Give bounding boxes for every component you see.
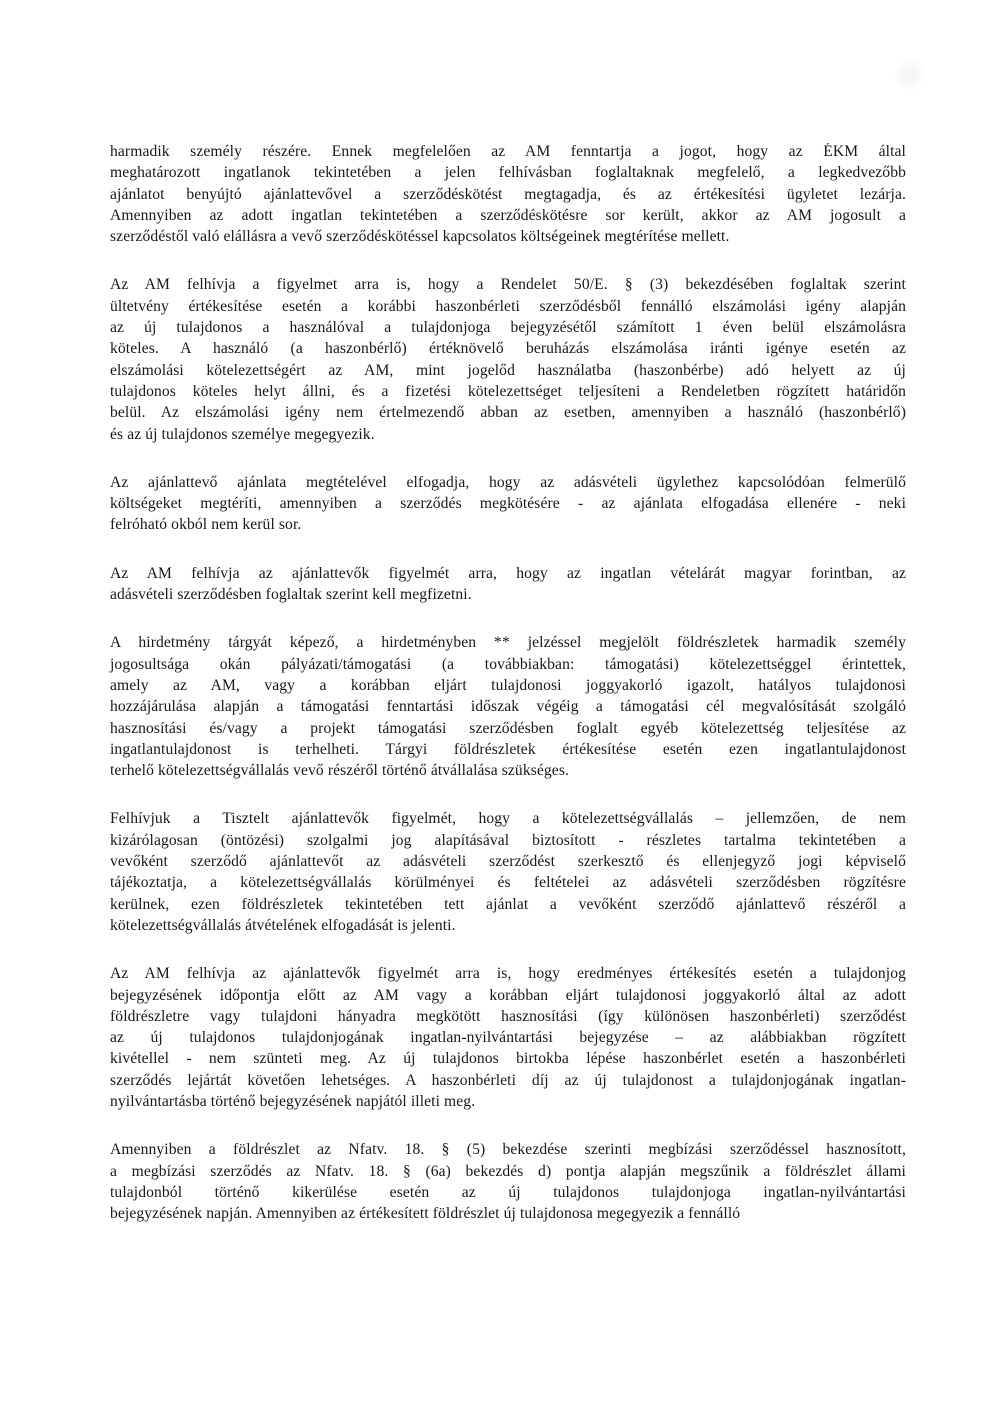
text-line: és az új tulajdonos személye megegyezik. xyxy=(110,425,375,443)
text-line: szerződéstől való elállásra a vevő szerződéskötéssel kapcsolatos költségeinek megtérítése mellett. xyxy=(110,228,730,246)
text-line: tájékoztatja, a kötelezettségvállalás körülményei és feltételei az adásvételi szerződésben rögzítésre xyxy=(110,874,906,892)
text-line: jogosultsága okán pályázati/támogatási (a továbbiakban: támogatási) kötelezettséggel érintettek, xyxy=(110,655,906,673)
text-line: földrészletre vagy tulajdoni hányadra megkötött hasznosítási (így különösen haszonbérleti) szerződést xyxy=(110,1007,906,1025)
text-line: hozzájárulása alapján a támogatási fenntartási időszak végéig a támogatási cél megvalósítását szolgáló xyxy=(110,698,906,716)
scan-smudge-artifact xyxy=(893,58,927,92)
paragraph xyxy=(110,1139,906,1224)
text-line: ajánlatot benyújtó ajánlattevővel a szerződéskötést megtagadja, és az értékesítési ügyletet lezárja. xyxy=(110,185,906,203)
text-line: kivétellel - nem szünteti meg. Az új tulajdonos birtokba lépése haszonbérlet esetén a haszonbérleti xyxy=(110,1050,906,1068)
text-line: meghatározott ingatlanok tekintetében a jelen felhívásban foglaltaknak megfelelő, a legkedvezőbb xyxy=(110,164,906,182)
paragraph xyxy=(110,963,906,1112)
text-line: bejegyzésének napján. Amennyiben az értékesített földrészlet új tulajdonosa megegyezik a fennálló xyxy=(110,1205,741,1223)
text-line: nyilvántartásba történő bejegyzésének napjától illeti meg. xyxy=(110,1092,476,1110)
text-line: A hirdetmény tárgyát képező, a hirdetményben ** jelzéssel megjelölt földrészletek harmadik személy xyxy=(110,634,906,652)
text-line: Amennyiben a földrészlet az Nfatv. 18. § (5) bekezdése szerinti megbízási szerződéssel hasznosított, xyxy=(110,1141,906,1159)
text-line: vevőként szerződő ajánlattevőt az adásvételi szerződést szerkesztő és ellenjegyző jogi képviselő xyxy=(110,853,906,871)
text-line: adásvételi szerződésben foglaltak szerint kell megfizetni. xyxy=(110,586,472,604)
paragraph xyxy=(110,274,906,444)
text-line: elszámolási kötelezettségért az AM, mint jogelőd használatba (haszonbérbe) adó helyett az új xyxy=(110,361,906,379)
text-line: ültetvény értékesítése esetén a korábbi haszonbérleti szerződésből fennálló elszámolási igény alapján xyxy=(110,297,906,315)
paragraph xyxy=(110,563,906,606)
text-line: terhelő kötelezettségvállalás vevő részéről történő átvállalása szükséges. xyxy=(110,762,569,780)
paragraph xyxy=(110,808,906,936)
text-line: a megbízási szerződés az Nfatv. 18. § (6a) bekezdés d) pontja alapján megszűnik a földrészlet állami xyxy=(110,1162,906,1180)
text-line: kerülnek, ezen földrészletek tekintetében tett ajánlat a vevőként szerződő ajánlattevő részéről a xyxy=(110,895,906,913)
text-line: belül. Az elszámolási igény nem értelmezendő abban az esetben, amennyiben a használó (haszonbérlő) xyxy=(110,404,906,422)
text-line: hasznosítási és/vagy a projekt támogatási szerződésben foglalt egyéb kötelezettség teljesítése az xyxy=(110,719,906,737)
text-line: az új tulajdonos tulajdonjogának ingatlan-nyilvántartási bejegyzése – az alábbiakban rögzített xyxy=(110,1029,906,1047)
paragraph xyxy=(110,141,906,247)
text-line: Az AM felhívja az ajánlattevők figyelmét arra is, hogy eredményes értékesítés esetén a tulajdonjog xyxy=(110,965,906,983)
text-line: Az AM felhívja a figyelmet arra is, hogy a Rendelet 50/E. § (3) bekezdésében foglaltak szerint xyxy=(110,276,906,294)
text-line: Felhívjuk a Tisztelt ajánlattevők figyelmét, hogy a kötelezettségvállalás – jellemzően, de nem xyxy=(110,810,906,828)
text-line: szerződés lejártát követően lehetséges. A haszonbérleti díj az új tulajdonost a tulajdonjogának ingatlan- xyxy=(110,1071,906,1089)
text-line: ingatlantulajdonost is terhelheti. Tárgyi földrészletek értékesítése esetén ezen ingatlantulajdonost xyxy=(110,740,906,758)
text-line: az új tulajdonos a használóval a tulajdonjoga bejegyzésétől számított 1 éven belül elszámolásra xyxy=(110,319,906,337)
text-line: harmadik személy részére. Ennek megfelelően az AM fenntartja a jogot, hogy az ÉKM által xyxy=(110,143,906,160)
paragraph xyxy=(110,632,906,781)
text-line: bejegyzésének időpontja előtt az AM vagy a korábban eljárt tulajdonosi joggyakorló által az adott xyxy=(110,986,906,1004)
text-line: tulajdonos köteles helyt állni, és a fizetési kötelezettséget teljesíteni a Rendeletben rögzített határidőn xyxy=(110,382,906,400)
text-line: költségeket megtéríti, amennyiben a szerződés megkötésére - az ajánlata elfogadása ellenére - neki xyxy=(110,495,906,513)
text-line: tulajdonból történő kikerülése esetén az új tulajdonos tulajdonjoga ingatlan-nyilvántartási xyxy=(110,1183,906,1201)
text-line: amely az AM, vagy a korábban eljárt tulajdonosi joggyakorló igazolt, hatályos tulajdonosi xyxy=(110,676,906,694)
text-line: köteles. A használó (a haszonbérlő) értéknövelő beruházás elszámolása iránti igénye esetén az xyxy=(110,340,906,358)
text-line: Az AM felhívja az ajánlattevők figyelmét arra, hogy az ingatlan vételárát magyar forintban, az xyxy=(110,564,906,582)
paragraph xyxy=(110,472,906,536)
text-line: Az ajánlattevő ajánlata megtételével elfogadja, hogy az adásvételi ügylethez kapcsolódóan felmerülő xyxy=(110,473,906,491)
text-line: felróható okból nem kerül sor. xyxy=(110,516,302,534)
text-line: kötelezettségvállalás átvételének elfogadását is jelenti. xyxy=(110,916,456,934)
text-line: Amennyiben az adott ingatlan tekintetében a szerződéskötésre sor került, akkor az AM jogosult a xyxy=(110,206,906,224)
document-body xyxy=(110,141,906,1224)
text-line: kizárólagosan (öntözési) szolgalmi jog alapításával biztosított - részletes tartalma tekintetében a xyxy=(110,831,906,849)
